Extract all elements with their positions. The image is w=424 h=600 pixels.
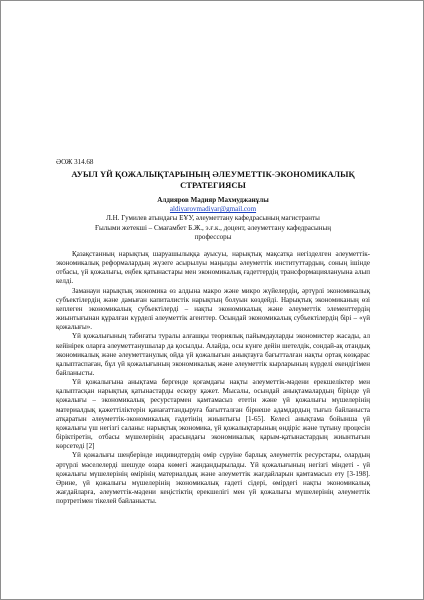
author-affiliation: Л.Н. Гумилев атындағы ЕҰУ, әлеуметтану кафедрасының магистранты (106, 214, 320, 223)
scientific-advisor (56, 224, 370, 242)
advisor-line-2: профессоры (194, 232, 232, 241)
paragraph: Үй қожалығының табиғаты туралы алғашқы теориялық пайымдауларды экономистер жасады, ал кейінірек оларға әлеуметтанушылар да қосылды. Алайда, осы күнге дейін шетелдік, сондай-ақ отандық экономикалық және әлеуметтанулық ойда үй қожалығын анықтауға бағытталған нақты ортақ көзқарас қалыптаспаған, бұл үй қожалығының экономикалық және әлеуметтік кырларының күрделі екендігімен байланысты. (56, 332, 370, 377)
title-line-2: СТРАТЕГИЯСЫ (180, 179, 246, 190)
paragraph: Үй қожалығы шеңберінде индивидтердің өмір сүруіне барлық әлеуметтік ресурстары, олардың әртүрлі мәселелерді шешуде өзара көмегі жандандырылады. Үй қожалығының негізгі міндеті - үй қожалығы мүшелерінің өмірінің материалдық және әлеуметтік жағдайларын қамтамасыз ету [3-198]. Әрине, үй қожалығы мүшелерінің экономикалық ғадеті сідері, өмірдегі нақты экономикалық жағдайларға, әлеуметтік-мәдени кеңістіктің ерекшелігі мен үй қожалығы мүшелерінің әлеуметтік портретімен тікелей байланысты. (56, 451, 370, 506)
udk-code: ӘОЖ 314.68 (56, 158, 94, 166)
author-email-link[interactable]: aldiyarovmadiyar@gmail.com (169, 205, 257, 214)
article-title (56, 169, 370, 190)
paragraph: Қазақстанның нарықтық шаруашылыққа ауысуы, нарықтық мақсатқа негізделген әлеуметтік-экономикалық реформалардың жүзеге асырылуы маңызды әлеуметтік институттардың, соның ішінде отбасы, үй қожалығы, еңбек қатынастары мен экономикалық ғадеттердің трансформациялануына алып келді. (56, 249, 370, 286)
document-body (56, 158, 370, 506)
paragraph: Үй қожалығына анықтама бергенде қоғамдағы нақты әлеуметтік-мәдени ерекшеліктер мен қалыптасқан нарықтық қатынастарды ескеру қажет. Мысалы, осындай анықтамалардың бірінде үй қожалығы – экономикалық ресурстармен қамтамасыз ететін және үй қожалығы мүшелерінің материалдық қажеттіліктерін қанағаттандыруға бағытталған бірнеше адамдардың тығыз байланыста атқаратын әлеуметтік-экономикалық ғадетінің жиынтығы [1-65]. Келесі анықтама бойынша үй қожалығы үш негізгі саланы: нарықтық экономика, үй қожалықтарының өндіріс және тұтыну процесін біріктіретін, отбасы мүшелерінің арасындағы экономикалық қарым-қатынастардың жиынтығын көрсетеді [2] (56, 378, 370, 451)
author-name: Алдияров Мадияр Махмуджанұлы (157, 196, 269, 205)
paragraph: Заманауи нарықтық экономика өз алдына макро және микро жүйелердің, әртүрлі экономикалық субъектілердің және дамыған капиталистік нарықтың болуын көздейді. Нарықтық экономиканың өзі кеплеген экономикалық субъектілерді – нақты экономикалық және әлеуметтік элементтердің жиынтығынан құралған күрделі әлеуметтік агенттер. Осындай экономикалық субъектілердің бірі – «үй қожалығы». (56, 286, 370, 332)
title-line-1: АУЫЛ ҮЙ ҚОЖАЛЫҚТАРЫНЫҢ ӘЛЕУМЕТТІК-ЭКОНОМИКАЛЫҚ (71, 169, 355, 180)
advisor-line-1: Ғылыми жетекші – Смағамбет Б.Ж., э.ғ.к., доцент, әлеуметтану кафедрасының (94, 223, 332, 232)
